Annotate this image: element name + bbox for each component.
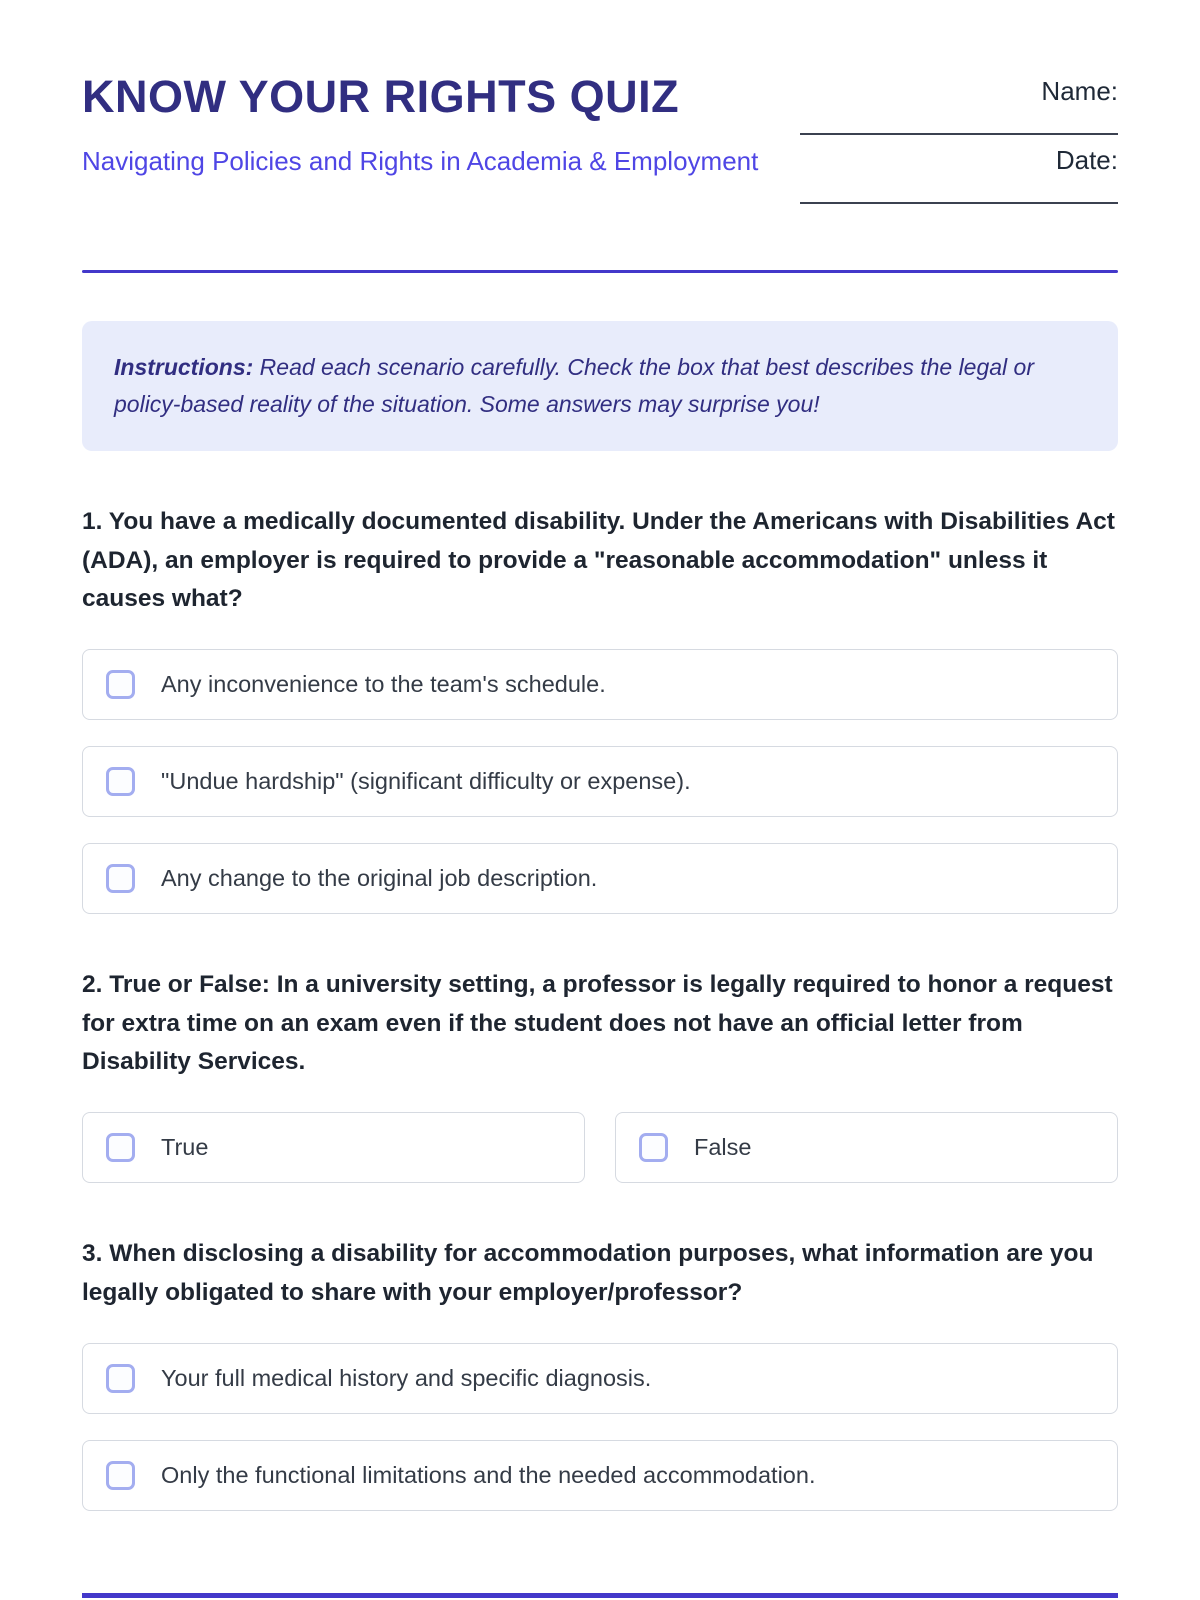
true-option[interactable]: [82, 1112, 585, 1183]
option-label: False: [694, 1134, 752, 1161]
question-1-text: 1. You have a medically documented disability. Under the Americans with Disabilities Act (ADA), an employer is required to provide a "reasonable accommodation" unless it causes what?: [82, 507, 1115, 613]
checkbox-icon[interactable]: [106, 1133, 135, 1162]
option-label: Any change to the original job description.: [161, 865, 598, 892]
question-1-options: [82, 649, 1118, 914]
date-write-line[interactable]: [800, 176, 1118, 204]
instructions-box: [82, 321, 1118, 451]
false-option[interactable]: [615, 1112, 1118, 1183]
page-title: KNOW YOUR RIGHTS QUIZ: [82, 71, 680, 122]
answer-option[interactable]: [82, 746, 1118, 817]
page-subtitle: Navigating Policies and Rights in Academia & Employment: [82, 145, 759, 176]
header-divider: [82, 270, 1118, 273]
option-label: "Undue hardship" (significant difficulty or expense).: [161, 768, 691, 795]
date-label: Date:: [1055, 145, 1118, 176]
checkbox-icon[interactable]: [106, 767, 135, 796]
name-date-block: [800, 72, 1118, 214]
checkbox-icon[interactable]: [639, 1133, 668, 1162]
question-3-text: 3. When disclosing a disability for accommodation purposes, what information are you legally obligated to share with your employer/professor?: [82, 1240, 1094, 1306]
name-field: [800, 76, 1118, 135]
header-title-block: [82, 72, 758, 181]
option-label: Any inconvenience to the team's schedule.: [161, 671, 606, 698]
instructions-label: Instructions:: [114, 354, 254, 381]
section-divider: [82, 1593, 1118, 1598]
answer-option[interactable]: [82, 843, 1118, 914]
checkbox-icon[interactable]: [106, 670, 135, 699]
question-3-options: [82, 1343, 1118, 1511]
answer-option[interactable]: [82, 1343, 1118, 1414]
question-2-text: 2. True or False: In a university setting, a professor is legally required to honor a request for extra time on an exam even if the student does not have an official letter from Disability Services.: [82, 971, 1113, 1076]
option-label: Your full medical history and specific diagnosis.: [161, 1364, 652, 1391]
header: [82, 72, 1118, 214]
checkbox-icon[interactable]: [106, 864, 135, 893]
option-label: True: [161, 1134, 209, 1161]
option-label: Only the functional limitations and the needed accommodation.: [161, 1461, 816, 1488]
name-write-line[interactable]: [800, 107, 1118, 135]
checkbox-icon[interactable]: [106, 1461, 135, 1490]
date-field: [800, 145, 1118, 204]
instructions-text: Read each scenario carefully. Check the box that best describes the legal or policy-based reality of the situation. Some answers may surprise you!: [114, 354, 1035, 418]
answer-option[interactable]: [82, 649, 1118, 720]
answer-option[interactable]: [82, 1440, 1118, 1511]
checkbox-icon[interactable]: [106, 1364, 135, 1393]
question-2-options: [82, 1112, 1118, 1183]
name-label: Name:: [1041, 76, 1118, 106]
